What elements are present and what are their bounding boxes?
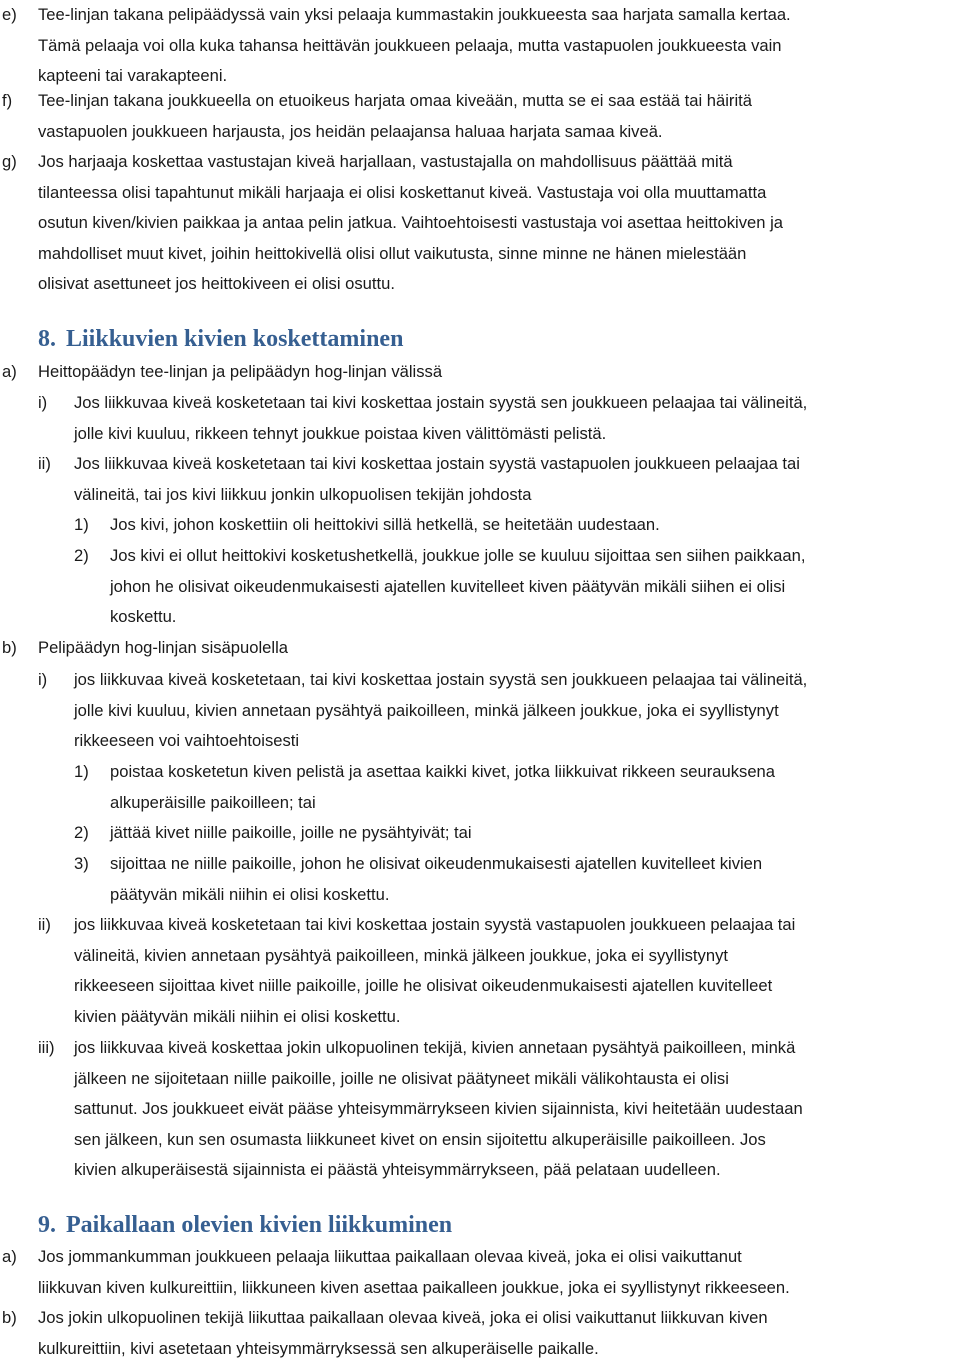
- item-text-line: Jos kivi ei ollut heittokivi kosketushetkellä, joukkue jolle se kuuluu sijoittaa sen siihen paikkaan,: [110, 546, 806, 565]
- item-text-line: rikkeeseen sijoittaa kivet niille paikoille, joille he olisivat oikeudenmukaisesti ajatellen kuvitelleet: [74, 976, 773, 996]
- item-text-line: Heittopäädyn tee-linjan ja pelipäädyn hog-linjan välissä: [38, 362, 443, 381]
- item-text-line: liikkuvan kiven kulkureittiin, liikkuneen kiven asettaa paikalleen joukkue, joka ei syyllistynyt rikkeeseen.: [38, 1277, 790, 1297]
- item-text-line: mahdolliset muut kivet, joihin heittokivellä olisi ollut vaikutusta, sinne minne ne hänen mielestään: [38, 243, 747, 263]
- item-text-line: olisivat asettuneet jos heittokiveen ei olisi osuttu.: [38, 274, 395, 294]
- section-title: Liikkuvien kivien koskettaminen: [66, 326, 404, 352]
- item-text-line: kapteeni tai varakapteeni.: [38, 66, 228, 86]
- item-text-line: alkuperäisille paikoilleen; tai: [110, 792, 316, 812]
- item-text-line: välineitä, tai jos kivi liikkuu jonkin ulkopuolisen tekijän johdosta: [74, 484, 532, 504]
- item-text-line: vastapuolen joukkueen harjausta, jos heidän pelaajansa haluaa harjata samaa kiveä.: [38, 121, 663, 141]
- item-text-line: osutun kiven/kivien paikkaa ja antaa pelin jatkua. Vaihtoehtoisesti vastustaja voi asettaa heittokiven ja: [38, 213, 784, 233]
- item-marker: b): [2, 1308, 17, 1327]
- item-text-line: kivien alkuperäisestä sijainnista ei päästä yhteisymmärrykseen, pää pelataan uudelleen.: [74, 1160, 721, 1180]
- section-title: Paikallaan olevien kivien liikkuminen: [66, 1212, 453, 1238]
- item-text-line: jolle kivi kuuluu, kivien annetaan pysähtyä paikoilleen, minkä jälkeen joukkue, joka ei syyllistynyt: [74, 700, 779, 720]
- item-marker: 1): [74, 762, 89, 781]
- section-number: 9.: [38, 1212, 56, 1238]
- item-text-line: johon he olisivat oikeudenmukaisesti ajatellen kuvitelleet kiven päätyvän mikäli siihen ei olisi: [110, 576, 786, 596]
- item-text-line: jos liikkuvaa kiveä koskettaa jokin ulkopuolinen tekijä, kivien annetaan pysähtyä paikoilleen, minkä: [74, 1038, 796, 1057]
- item-text-line: koskettu.: [110, 607, 177, 627]
- item-text-line: jolle kivi kuuluu, rikkeen tehnyt joukkue poistaa kiven välittömästi pelistä.: [74, 423, 607, 443]
- item-text-line: sattunut. Jos joukkueet eivät pääse yhteisymmärrykseen kivien sijainnista, kivi heitetään uudestaan: [74, 1099, 803, 1119]
- item-marker: i): [38, 670, 48, 689]
- item-marker: 2): [74, 546, 89, 565]
- item-marker: 2): [74, 823, 89, 842]
- item-text-line: Jos jokin ulkopuolinen tekijä liikuttaa paikallaan olevaa kiveä, joka ei olisi vaikuttanut liikkuvan kiven: [38, 1308, 768, 1327]
- item-text-line: päätyvän mikäli niihin ei olisi koskettu.: [110, 884, 390, 904]
- item-text-line: Tee-linjan takana pelipäädyssä vain yksi pelaaja kummastakin joukkueesta saa harjata samalla kertaa.: [38, 5, 791, 24]
- item-text-line: poistaa kosketetun kiven pelistä ja asettaa kaikki kivet, jotka liikkuivat rikkeen seurauksena: [110, 762, 776, 781]
- item-marker: a): [2, 1247, 17, 1266]
- item-text-line: Jos kivi, johon koskettiin oli heittokivi sillä hetkellä, se heitetään uudestaan.: [110, 515, 660, 534]
- item-text-line: välineitä, kivien annetaan pysähtyä paikoilleen, minkä jälkeen joukkue, joka ei syyllistynyt: [74, 945, 728, 965]
- item-marker: ii): [38, 915, 51, 934]
- item-text-line: sen jälkeen, kun sen osumasta liikkuneet kivet on ensin sijoitettu alkuperäisille paikoilleen. Jos: [74, 1129, 766, 1149]
- item-text-line: Tee-linjan takana joukkueella on etuoikeus harjata omaa kiveään, mutta se ei saa estää tai häiritä: [38, 91, 752, 110]
- section-heading-8: [38, 323, 403, 355]
- item-marker: i): [38, 393, 48, 412]
- item-text-line: tilanteessa olisi tapahtunut mikäli harjaaja ei olisi koskettanut kiveä. Vastustaja voi olla muuttamatta: [38, 182, 767, 202]
- item-text-line: jälkeen ne sijoitetaan niille paikoille, joille ne olisivat päätyneet mikäli välikohtausta ei olisi: [74, 1068, 729, 1088]
- item-marker: e): [2, 5, 17, 24]
- item-text-line: jos liikkuvaa kiveä kosketetaan, tai kivi koskettaa jostain syystä sen joukkueen pelaajaa tai välineitä,: [74, 670, 808, 689]
- item-text-line: Tämä pelaaja voi olla kuka tahansa heittävän joukkueen pelaaja, mutta vastapuolen joukkueesta vain: [38, 35, 782, 55]
- item-text-line: Jos harjaaja koskettaa vastustajan kiveä harjallaan, vastustajalla on mahdollisuus päättää mitä: [38, 152, 733, 171]
- item-text-line: Jos liikkuvaa kiveä kosketetaan tai kivi koskettaa jostain syystä vastapuolen joukkueen pelaajaa tai: [74, 454, 800, 473]
- item-marker: b): [2, 638, 17, 657]
- item-marker: 3): [74, 854, 89, 873]
- item-text-line: jättää kivet niille paikoille, joille ne pysähtyivät; tai: [110, 823, 472, 842]
- item-text-line: kulkureittiin, kivi asetetaan yhteisymmärryksessä sen alkuperäiselle paikalle.: [38, 1338, 599, 1358]
- item-text-line: sijoittaa ne niille paikoille, johon he olisivat oikeudenmukaisesti ajatellen kuvitelleet kivien: [110, 854, 763, 873]
- item-text-line: jos liikkuvaa kiveä kosketetaan tai kivi koskettaa jostain syystä vastapuolen joukkueen pelaajaa tai: [74, 915, 796, 934]
- item-marker: f): [2, 91, 13, 110]
- section-heading-9: [38, 1209, 452, 1241]
- item-marker: 1): [74, 515, 89, 534]
- item-marker: a): [2, 362, 17, 381]
- item-marker: ii): [38, 454, 51, 473]
- item-marker: iii): [38, 1038, 55, 1057]
- item-marker: g): [2, 152, 17, 171]
- item-text-line: rikkeeseen voi vaihtoehtoisesti: [74, 731, 300, 751]
- section-number: 8.: [38, 326, 56, 352]
- item-text-line: kivien päätyvän mikäli niihin ei olisi koskettu.: [74, 1006, 401, 1026]
- item-text-line: Pelipäädyn hog-linjan sisäpuolella: [38, 638, 289, 657]
- item-text-line: Jos jommankumman joukkueen pelaaja liikuttaa paikallaan olevaa kiveä, joka ei olisi vaikuttanut: [38, 1247, 742, 1266]
- item-text-line: Jos liikkuvaa kiveä kosketetaan tai kivi koskettaa jostain syystä sen joukkueen pelaajaa tai välineitä,: [74, 393, 808, 412]
